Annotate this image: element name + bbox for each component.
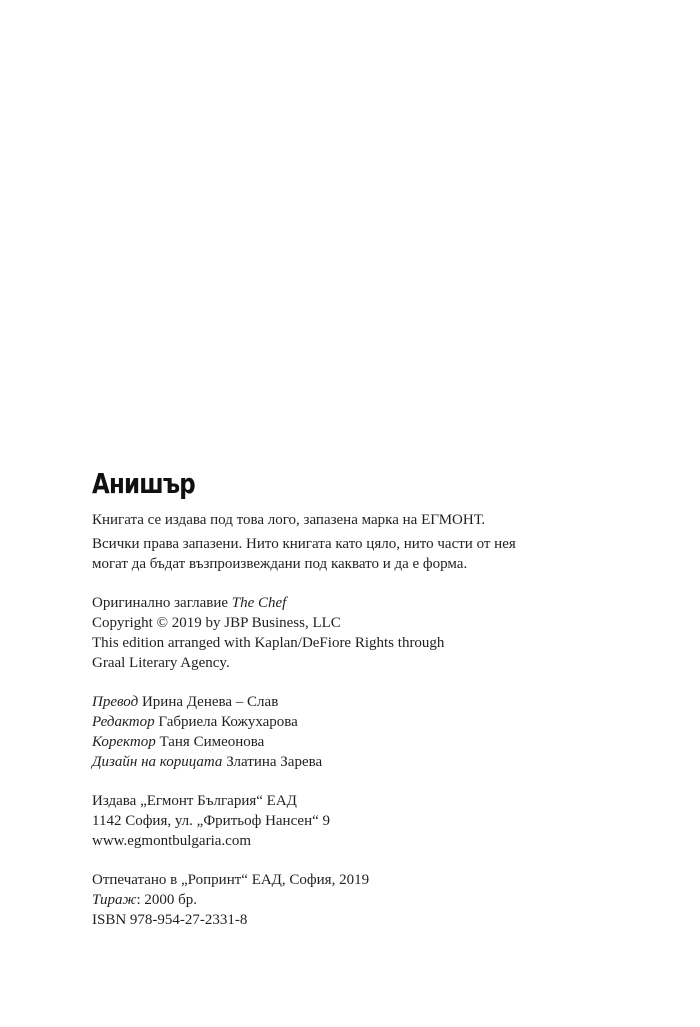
- print-run-value: : 2000 бр.: [136, 892, 197, 908]
- print-run-label: Тираж: [92, 892, 137, 908]
- credit-name: Ирина Денева – Слав: [141, 694, 279, 710]
- credit-role: Редактор: [92, 714, 155, 730]
- original-title-label: Оригинално заглавие: [92, 595, 229, 611]
- credit-role: Коректор: [92, 734, 156, 750]
- copyright-line: Copyright © 2019 by JBP Business, LLC: [92, 615, 341, 631]
- credit-translation: [92, 692, 652, 712]
- credit-name: Таня Симеонова: [159, 734, 265, 750]
- imprint-block: [92, 468, 652, 930]
- credit-role: Дизайн на корицата: [92, 754, 223, 770]
- credit-role: Превод: [92, 694, 139, 710]
- credit-proofreader: [92, 732, 652, 752]
- credit-cover-design: [92, 752, 652, 772]
- rights-notice-line-2: могат да бъдат възпроизвеждани под каквато и да е форма.: [92, 556, 468, 572]
- logo-notice: Книгата се издава под това лого, запазена марка на ЕГМОНТ.: [92, 512, 486, 528]
- original-title-value: The Chef: [231, 595, 287, 611]
- edition-line-2: Graal Literary Agency.: [92, 655, 230, 671]
- credit-name: Габриела Кожухарова: [158, 714, 298, 730]
- publisher-logo: Анишър: [92, 467, 195, 500]
- printer-line: Отпечатано в „Ропринт“ ЕАД, София, 2019: [92, 872, 370, 888]
- publisher-address: 1142 София, ул. „Фритьоф Нансен“ 9: [92, 813, 331, 829]
- edition-line-1: This edition arranged with Kaplan/DeFiore Rights through: [92, 635, 445, 651]
- isbn: ISBN 978-954-27-2331-8: [92, 912, 248, 928]
- rights-notice-line-1: Всички права запазени. Нито книгата като цяло, нито части от нея: [92, 536, 516, 552]
- print-run: [92, 890, 652, 910]
- publisher-name: Издава „Егмонт България“ ЕАД: [92, 793, 297, 809]
- original-title: [92, 593, 652, 613]
- credit-name: Златина Зарева: [226, 754, 323, 770]
- credit-editor: [92, 712, 652, 732]
- publisher-website: www.egmontbulgaria.com: [92, 833, 251, 849]
